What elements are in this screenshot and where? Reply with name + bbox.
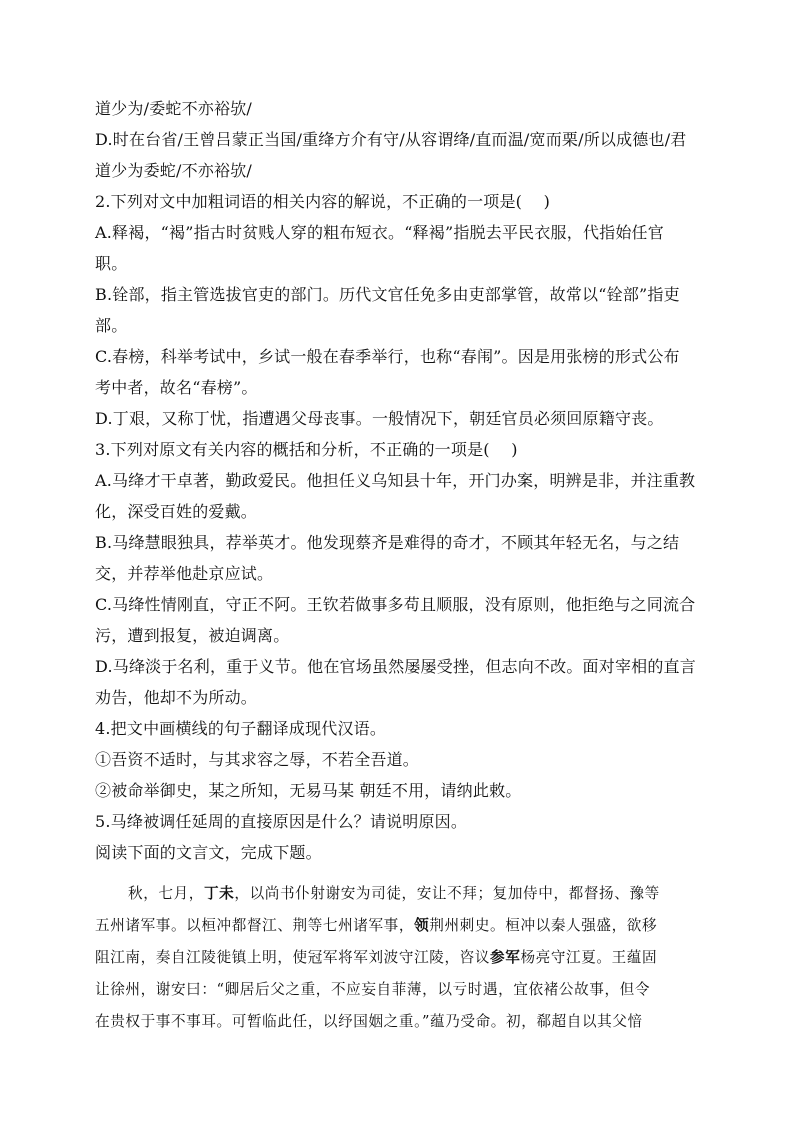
bold-term: 丁未 <box>203 885 235 902</box>
passage-text: 在贵权于事不事耳。可暂临此任，以纾国姻之重。”蕴乃受命。初，郗超自以其父愔 <box>95 1013 643 1030</box>
option-d-line: D.丁艰，又称丁忧，指遭遇父母丧事。一般情况下，朝廷官员必须回原籍守丧。 <box>95 409 664 428</box>
text-line: 化，深受百姓的爱戴。 <box>95 502 258 521</box>
option-b-line: B.马绛慧眼独具，荐举英才。他发现蔡齐是难得的奇才，不顾其年轻无名，与之结 <box>95 533 680 552</box>
passage-text: 杨亮守江夏。王蕴固 <box>520 949 658 966</box>
reading-instruction: 阅读下面的文言文，完成下题。 <box>95 843 322 862</box>
question-2-stem: 2.下列对文中加粗词语的相关内容的解说，不正确的一项是( ) <box>95 192 551 211</box>
text-line: 道少为委蛇/不亦裕欤/ <box>95 161 252 180</box>
option-a-line: A.释褐，“褐”指古时贫贱人穿的粗布短衣。“释褐”指脱去平民衣服，代指始任官 <box>95 223 664 242</box>
passage-line <box>95 878 705 910</box>
option-a-line: A.马绛才干卓著，勤政爱民。他担任义乌知县十年，开门办案，明辨是非，并注重教 <box>95 471 696 490</box>
passage-line <box>95 1006 705 1038</box>
option-d-line: D.时在台省/王曾吕蒙正当国/重绛方介有守/从容谓绛/直而温/宽而栗/所以成德也/君 <box>95 130 687 149</box>
bold-term: 领 <box>414 917 430 934</box>
passage-text: 阻江南，奏自江陵徙镇上明，使冠军将军刘波守江陵，咨议 <box>95 949 491 966</box>
passage-text: 五州诸军事。以桓冲都督江、荆等七州诸军事， <box>95 917 415 934</box>
text-line: 道少为/委蛇不亦裕欤/ <box>95 99 252 118</box>
bold-term: 参军 <box>490 949 521 966</box>
question-4-stem: 4.把文中画横线的句子翻译成现代汉语。 <box>95 719 387 738</box>
passage-line <box>95 910 705 942</box>
text-line: 部。 <box>95 316 128 335</box>
text-line: 污，遭到报复，被迫调离。 <box>95 626 290 645</box>
translation-item-1: ①吾资不适时，与其求容之辱，不若全吾道。 <box>95 750 420 769</box>
passage-text: 秋，七月， <box>128 885 204 902</box>
passage-text: 让徐州，谢安曰：“卿居后父之重，不应妄自菲薄，以亏时遇，宜依褚公故事，但令 <box>95 981 651 998</box>
document-page <box>95 93 705 1038</box>
passage-line <box>95 942 705 974</box>
text-line: 考中者，故名“春榜”。 <box>95 378 258 397</box>
option-c-line: C.春榜，科举考试中，乡试一般在春季举行，也称“春闱”。因是用张榜的形式公布 <box>95 347 680 366</box>
text-line: 职。 <box>95 254 128 273</box>
question-3-stem: 3.下列对原文有关内容的概括和分析，不正确的一项是( ) <box>95 440 518 459</box>
option-d-line: D.马绛淡于名利，重于义节。他在官场虽然屡屡受挫，但志向不改。面对宰相的直言 <box>95 657 696 676</box>
option-b-line: B.铨部，指主管选拔官吏的部门。历代文官任免多由吏部掌管，故常以“铨部”指吏 <box>95 285 680 304</box>
question-5-stem: 5.马绛被调任延周的直接原因是什么？请说明原因。 <box>95 812 468 831</box>
passage-line <box>95 974 705 1006</box>
text-line: 劝告，他却不为所动。 <box>95 688 258 707</box>
passage-text: 荆州刺史。桓冲以秦人强盛，欲移 <box>429 917 658 934</box>
text-line: 交，并荐举他赴京应试。 <box>95 564 274 583</box>
question-section <box>95 93 705 868</box>
translation-item-2: ②被命举御史，某之所知，无易马某 朝廷不用，请纳此敕。 <box>95 781 522 800</box>
passage-text: ，以尚书仆射谢安为司徒，安让不拜；复加侍中，都督扬、豫等 <box>234 885 660 902</box>
classical-passage <box>95 878 705 1038</box>
option-c-line: C.马绛性情刚直，守正不阿。王钦若做事多苟且顺服，没有原则，他拒绝与之同流合 <box>95 595 696 614</box>
